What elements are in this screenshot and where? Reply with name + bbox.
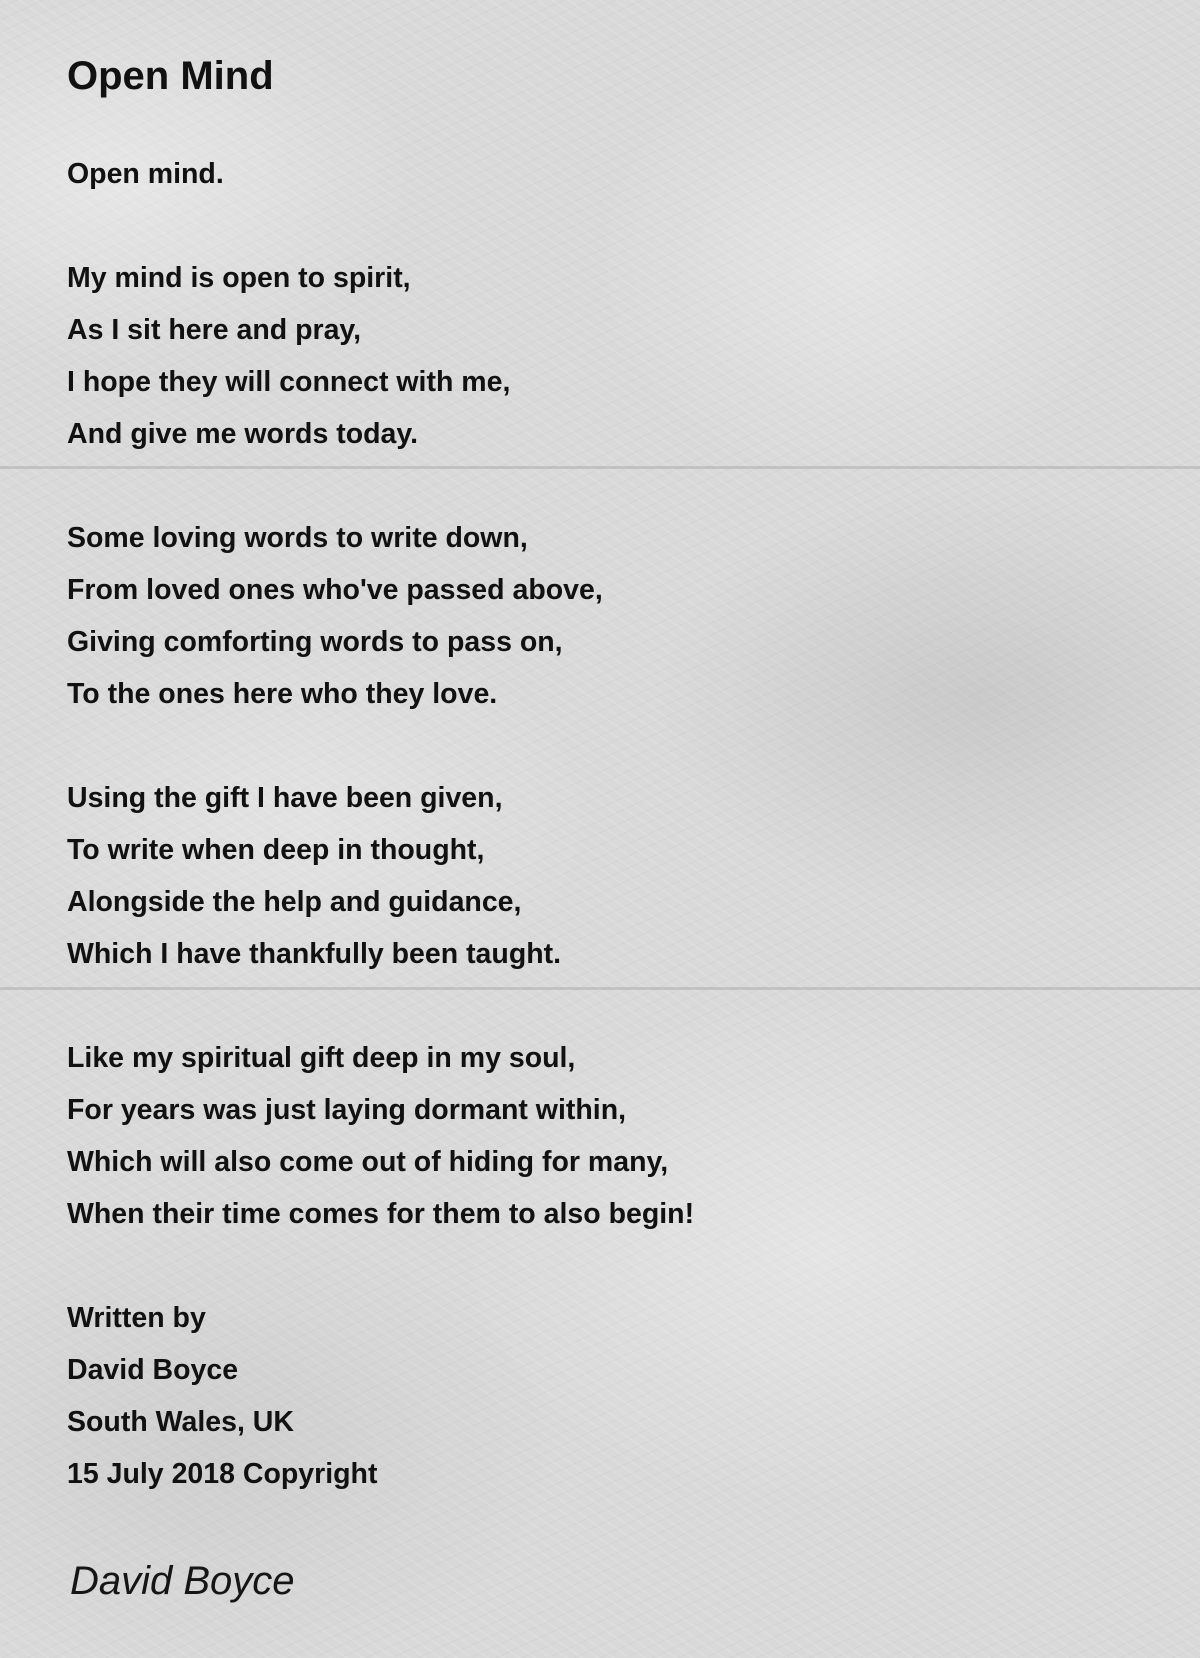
poem-line: And give me words today. (67, 418, 419, 450)
poem-line: Some loving words to write down, (67, 522, 528, 554)
poem-line: To the ones here who they love. (67, 678, 498, 710)
poem-line: For years was just laying dormant within, (67, 1094, 627, 1126)
copyright-date: 15 July 2018 Copyright (67, 1458, 378, 1490)
poem-line: From loved ones who've passed above, (67, 574, 603, 606)
poem-line: Using the gift I have been given, (67, 782, 503, 814)
author-location: South Wales, UK (67, 1406, 294, 1438)
poem-body (67, 148, 694, 1500)
author-signature: David Boyce (70, 1559, 295, 1603)
poem-title: Open Mind (67, 54, 274, 98)
poem-line: When their time comes for them to also begin! (67, 1198, 695, 1230)
poem-line (67, 1240, 694, 1292)
poem-line (67, 200, 694, 252)
poem-line: Alongside the help and guidance, (67, 886, 522, 918)
poem-line: To write when deep in thought, (67, 834, 485, 866)
poem-line: Which will also come out of hiding for many, (67, 1146, 669, 1178)
poem-line: Open mind. (67, 158, 224, 190)
poem-line (67, 980, 694, 1032)
poem-line: Giving comforting words to pass on, (67, 626, 563, 658)
author-name: David Boyce (67, 1354, 239, 1386)
byline-label: Written by (67, 1302, 206, 1334)
poem-line: As I sit here and pray, (67, 314, 362, 346)
poem-line: Which I have thankfully been taught. (67, 938, 562, 970)
poem-line (67, 720, 694, 772)
poem-line: Like my spiritual gift deep in my soul, (67, 1042, 576, 1074)
poem-line (67, 460, 694, 512)
poem-line: My mind is open to spirit, (67, 262, 411, 294)
poem-line: I hope they will connect with me, (67, 366, 511, 398)
